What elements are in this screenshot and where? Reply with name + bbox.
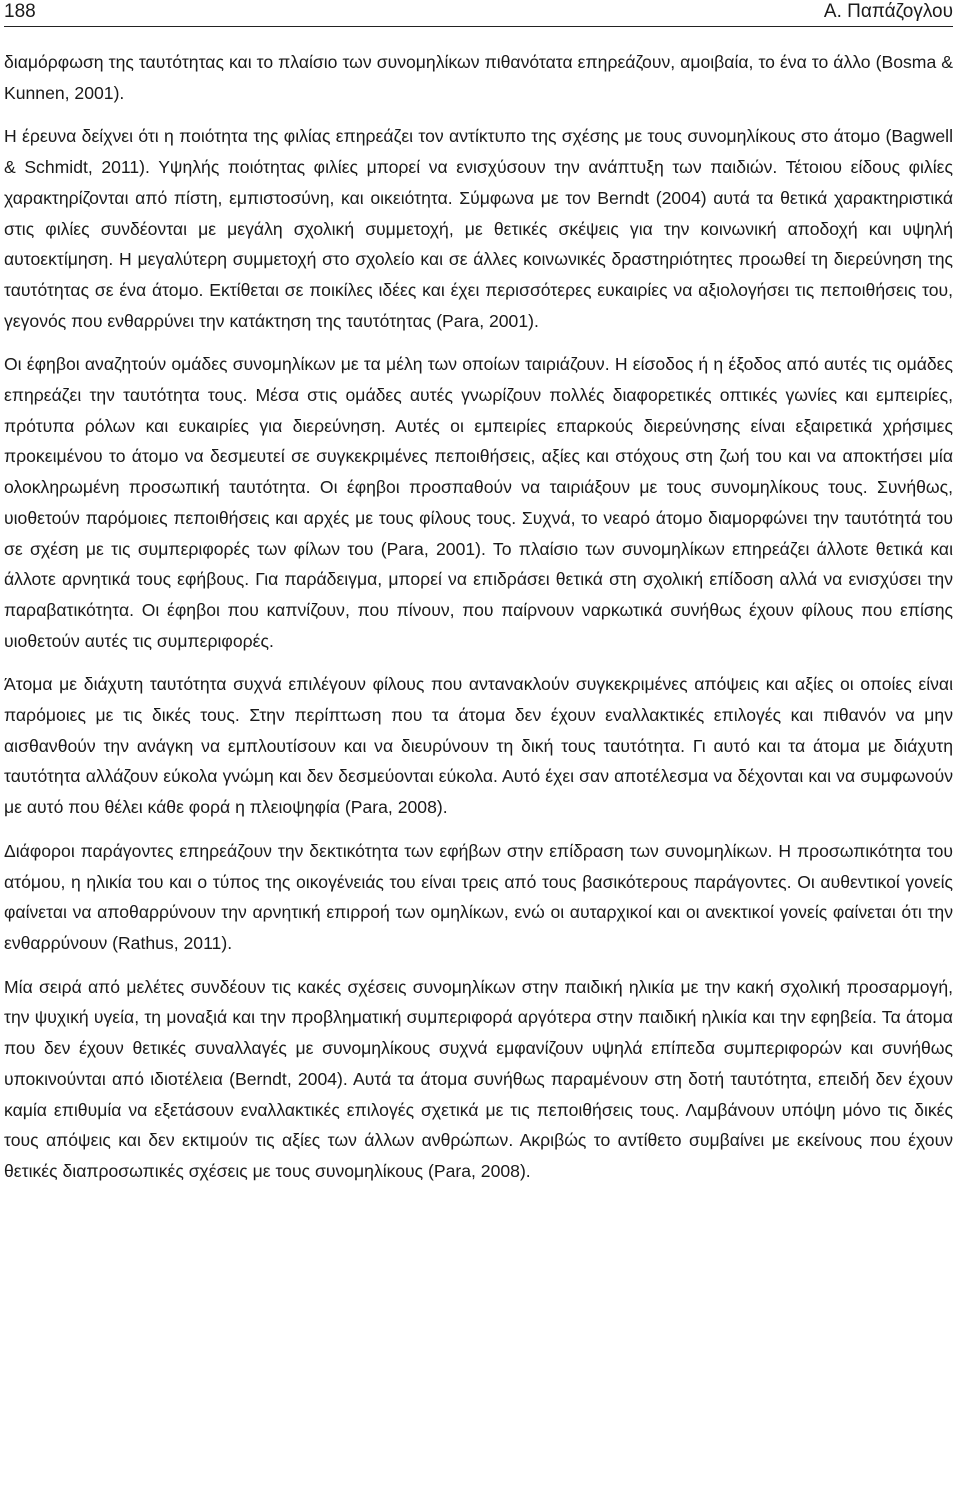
page-number: 188 (4, 1, 36, 22)
sentence: Αυτά τα άτομα συνήθως παραμένουν στη δοτή ταυτότητα, επειδή δεν έχουν καμία επιθυμία να εξετάσουν εναλλακτικές επιλογές σχετικά με τις πεποιθήσεις τους. (4, 1068, 954, 1120)
sentence: Οι έφηβοι αναζητούν ομάδες συνομηλίκων με τα μέλη των οποίων ταιριάζουν. (4, 354, 610, 375)
sentence: Υψηλής ποιότητας φιλίες μπορεί να ενισχύσουν την ανάπτυξη των παιδιών. (158, 157, 778, 178)
sentence: Οι αυθεντικοί γονείς φαίνεται να αποθαρρύνουν την αρνητική επιρροή των ομηλίκων, ενώ οι αυταρχικοί και οι ανεκτικοί γονείς φαίνεται ότι την ενθαρρύνουν (Rathus, 2011). (4, 871, 953, 953)
sentence: Μέσα στις ομάδες αυτές γνωρίζουν πολλές διαφορετικές οπτικές γωνίες και εμπειρίες, πρότυπα ρόλων και ευκαιρίες για διερεύνηση. (4, 385, 954, 436)
header-author: Α. Παπάζογλου (823, 1, 953, 22)
paragraph (4, 349, 953, 656)
paragraph (4, 121, 953, 336)
sentence: Αυτό έχει σαν αποτέλεσμα να δέχονται και να συμφωνούν με αυτό που θέλει κάθε φορά η πλειοψηφία (Para, 2008). (4, 766, 953, 818)
sentence: Τέτοιου είδους φιλίες χαρακτηρίζονται από πίστη, εμπιστοσύνη, και οικειότητα. (4, 157, 953, 208)
sentence: Στην περίπτωση που τα άτομα δεν έχουν εναλλακτικές επιλογές και πιθανόν να μην αισθανθούν την ανάγκη να εμπλουτίσουν και να διευρύνουν τη δική τους ταυτότητα. (4, 705, 953, 756)
sentence: Άτομα με διάχυτη ταυτότητα συχνά επιλέγουν φίλους που αντανακλούν συγκεκριμένες απόψεις και αξίες οι οποίες είναι παρόμοιες με τις δικές τους. (4, 674, 953, 726)
sentence: Η προσωπικότητα του ατόμου, η ηλικία του και ο τύπος της οικογένειάς του είναι τρεις από τους βασικότερους παράγοντες. (4, 840, 954, 892)
sentence: Σύμφωνα με τον Berndt (2004) αυτά τα θετικά χαρακτηριστικά στις φιλίες συνδέονται με μεγάλη σχολική συμμετοχή, με θετικές σκέψεις για την κοινωνική αποδοχή και υψηλή αυτοεκτίμηση. (4, 187, 954, 270)
sentence: Η έρευνα δείχνει ότι η ποιότητα της φιλίας επηρεάζει τον αντίκτυπο της σχέσης με τους συνομηλίκους στο άτομο (Bagwell & Schmidt, 2011). (4, 126, 953, 178)
sentence: Διάφοροι παράγοντες επηρεάζουν την δεκτικότητα των εφήβων στην επίδραση των συνομηλίκων. (4, 840, 773, 861)
body-text (4, 47, 953, 1187)
sentence: Γι αυτό και τα άτομα με διάχυτη ταυτότητα αλλάζουν εύκολα γνώμη και δεν δεσμεύονται εύκολα. (4, 735, 954, 787)
sentence: Οι έφηβοι προσπαθούν να ταιριάξουν με τους συνομηλίκους τους. (319, 477, 868, 498)
paragraph (4, 669, 953, 823)
sentence: Συχνά, το νεαρό άτομο διαμορφώνει την ταυτότητά του σε σχέση με τις συμπεριφορές των φίλων του (Para, 2001). (4, 507, 954, 559)
sentence: Εκτίθεται σε ποικίλες ιδέες και έχει περισσότερες ευκαιρίες να αξιολογήσει τις πεποιθήσεις του, γεγονός που ενθαρρύνει την κατάκτηση της ταυτότητας (Para, 2001). (4, 279, 953, 331)
running-header (4, 0, 953, 27)
paragraph (4, 972, 953, 1187)
sentence: Το πλαίσιο των συνομηλίκων επηρεάζει άλλοτε θετικά και άλλοτε αρνητικά τους εφήβους. (4, 538, 954, 590)
sentence: Μία σειρά από μελέτες συνδέουν τις κακές σχέσεις συνομηλίκων στην παιδική ηλικία με την κακή σχολική προσαρμογή, την ψυχική υγεία, τη μοναξιά και την προβληματική συμπεριφορά αργότερα στην παιδική ηλικία και την εφηβεία. (4, 976, 953, 1028)
sentence: Τα άτομα που δεν έχουν θετικές συναλλαγές με συνομηλίκους συχνά εμφανίζουν υψηλά επίπεδα συμπεριφορών και συνήθως υποκινούνται από ιδιοτέλεια (Berndt, 2004). (4, 1007, 953, 1089)
sentence: Για παράδειγμα, μπορεί να επιδράσει θετικά στη σχολική επίδοση αλλά να ενισχύσει την παραβατικότητα. (4, 569, 953, 620)
sentence: Συνήθως, υιοθετούν παρόμοιες πεποιθήσεις και αρχές με τους φίλους τους. (4, 477, 954, 528)
sentence: Αυτές οι εμπειρίες επαρκούς διερεύνησης είναι εξαιρετικά χρήσιμες προκειμένου το άτομο να δεσμευτεί σε συγκεκριμένες πεποιθήσεις, αξίες και στόχους στη ζωή του και να αποκτήσει μία ολοκληρωμένη προσωπική ταυτότητα. (4, 415, 953, 498)
sentence: Ακριβώς το αντίθετο συμβαίνει με εκείνους που έχουν θετικές διαπροσωπικές σχέσεις με τους συνομηλίκους (Para, 2008). (4, 1130, 953, 1181)
sentence: Η μεγαλύτερη συμμετοχή στο σχολείο και σε άλλες κοινωνικές δραστηριότητες προωθεί τη διερεύνηση της ταυτότητας σε ένα άτομο. (4, 249, 954, 300)
sentence: Η είσοδος ή η έξοδος από αυτές τις ομάδες επηρεάζει την ταυτότητα τους. (4, 354, 954, 406)
paragraph (4, 47, 953, 108)
sentence: Οι έφηβοι που καπνίζουν, που πίνουν, που παίρνουν ναρκωτικά συνήθως έχουν φίλους που επίσης υιοθετούν αυτές τις συμπεριφορές. (4, 599, 953, 651)
sentence: Λαμβάνουν υπόψη μόνο τις δικές τους απόψεις και δεν εκτιμούν τις αξίες των άλλων ανθρώπων. (4, 1099, 953, 1151)
sentence: διαμόρφωση της ταυτότητας και το πλαίσιο των συνομηλίκων πιθανότατα επηρεάζουν, αμοιβαία, το ένα το άλλο (Bosma & Kunnen, 2001). (4, 52, 953, 103)
paragraph (4, 836, 953, 959)
